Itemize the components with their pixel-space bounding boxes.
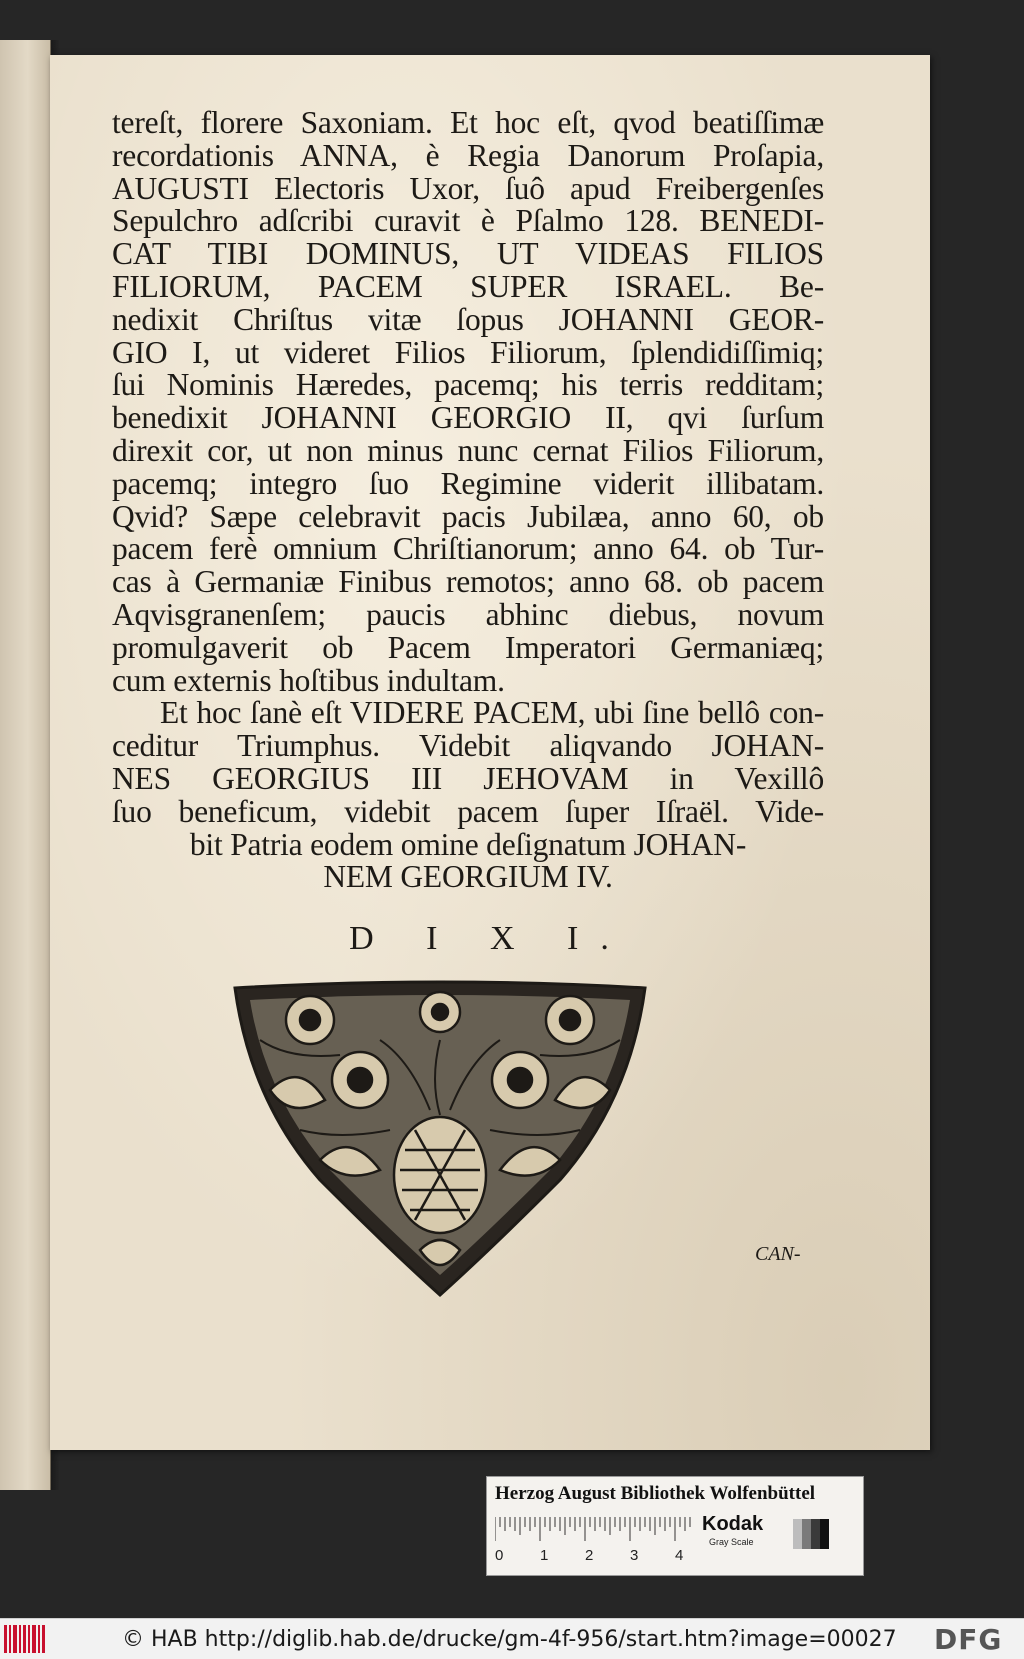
text-line: AUGUSTI Electoris Uxor, ſuô apud Freibergenſes bbox=[112, 170, 824, 206]
text-line: bit Patria eodem omine deſignatum JOHAN- bbox=[189, 826, 747, 862]
dfg-logo: DFG bbox=[934, 1623, 1003, 1656]
book-page bbox=[50, 55, 930, 1450]
text-line: ſuo beneficum, videbit pacem ſuper Iſraël. Vide- bbox=[112, 793, 824, 829]
ruler-number: 1 bbox=[540, 1547, 549, 1564]
text-line: cum externis hoſtibus indultam. bbox=[112, 662, 505, 698]
text-line: recordationis ANNA, è Regia Danorum Proſapia, bbox=[112, 137, 824, 173]
text-line: Aqvisgranenſem; paucis abhinc diebus, novum bbox=[112, 596, 824, 632]
text-line: benedixit JOHANNI GEORGIO II, qvi ſurſum bbox=[112, 400, 824, 436]
closing-word: D I X I. bbox=[349, 920, 631, 957]
text-line: cas à Germaniæ Finibus remotos; anno 68. ob pacem bbox=[112, 564, 824, 600]
library-color-label bbox=[486, 1476, 864, 1576]
text-line: pacemq; integro ſuo Regimine viderit illibatam. bbox=[112, 465, 824, 501]
text-line: tereſt, florere Saxoniam. Et hoc eſt, qvod beatiſſimæ bbox=[112, 105, 824, 140]
text-line: Sepulchro adſcribi curavit è Pſalmo 128. BENEDI- bbox=[112, 203, 824, 239]
floral-vignette-ornament bbox=[230, 980, 650, 1300]
text-line: FILIORUM, PACEM SUPER ISRAEL. Be- bbox=[112, 268, 824, 304]
ruler-number: 3 bbox=[630, 1547, 639, 1564]
text-line: direxit cor, ut non minus nunc cernat Filios Filiorum, bbox=[112, 432, 824, 468]
ruler-number: 2 bbox=[585, 1547, 594, 1564]
text-line: ſui Nominis Hæredes, pacemq; his terris redditam; bbox=[112, 367, 824, 403]
kodak-brand: Kodak bbox=[702, 1513, 764, 1535]
ruler-numbers bbox=[495, 1547, 695, 1567]
text-line: NEM GEORGIUM IV. bbox=[323, 859, 613, 895]
kodak-subtitle: Gray Scale bbox=[709, 1537, 754, 1547]
text-line: promulgaverit ob Pacem Imperatori Germaniæq; bbox=[112, 629, 824, 665]
gray-scale-patch bbox=[793, 1519, 829, 1549]
ruler-number: 4 bbox=[675, 1547, 684, 1564]
text-line: Qvid? Sæpe celebravit pacis Jubilæa, anno 60, ob bbox=[112, 498, 824, 534]
ruler-number: 0 bbox=[495, 1547, 504, 1564]
library-name: Herzog August Bibliothek Wolfenbüttel bbox=[495, 1483, 816, 1504]
previous-page-edge bbox=[0, 40, 51, 1490]
text-line: ceditur Triumphus. Videbit aliqvando JOHAN- bbox=[112, 728, 824, 764]
barcode-icon bbox=[4, 1625, 48, 1653]
text-line: nedixit Chriſtus vitæ ſopus JOHANNI GEOR- bbox=[112, 301, 824, 337]
scale-ruler bbox=[495, 1517, 695, 1543]
text-line: GIO I, ut videret Filios Filiorum, ſplendidiſſimiq; bbox=[112, 334, 824, 370]
text-line: NES GEORGIUS III JEHOVAM in Vexillô bbox=[112, 760, 824, 796]
page-text bbox=[112, 107, 824, 894]
text-line: pacem ferè omnium Chriſtianorum; anno 64. ob Tur- bbox=[112, 531, 824, 567]
text-line: CAT TIBI DOMINUS, UT VIDEAS FILIOS bbox=[112, 236, 824, 272]
catchword: CAN- bbox=[755, 1243, 801, 1265]
footer-bar bbox=[0, 1618, 1024, 1659]
copyright-link[interactable]: © HAB http://diglib.hab.de/drucke/gm-4f-956/start.htm?image=00027 bbox=[122, 1627, 897, 1652]
text-line: Et hoc ſanè eſt VIDERE PACEM, ubi ſine bellô con- bbox=[160, 695, 824, 731]
